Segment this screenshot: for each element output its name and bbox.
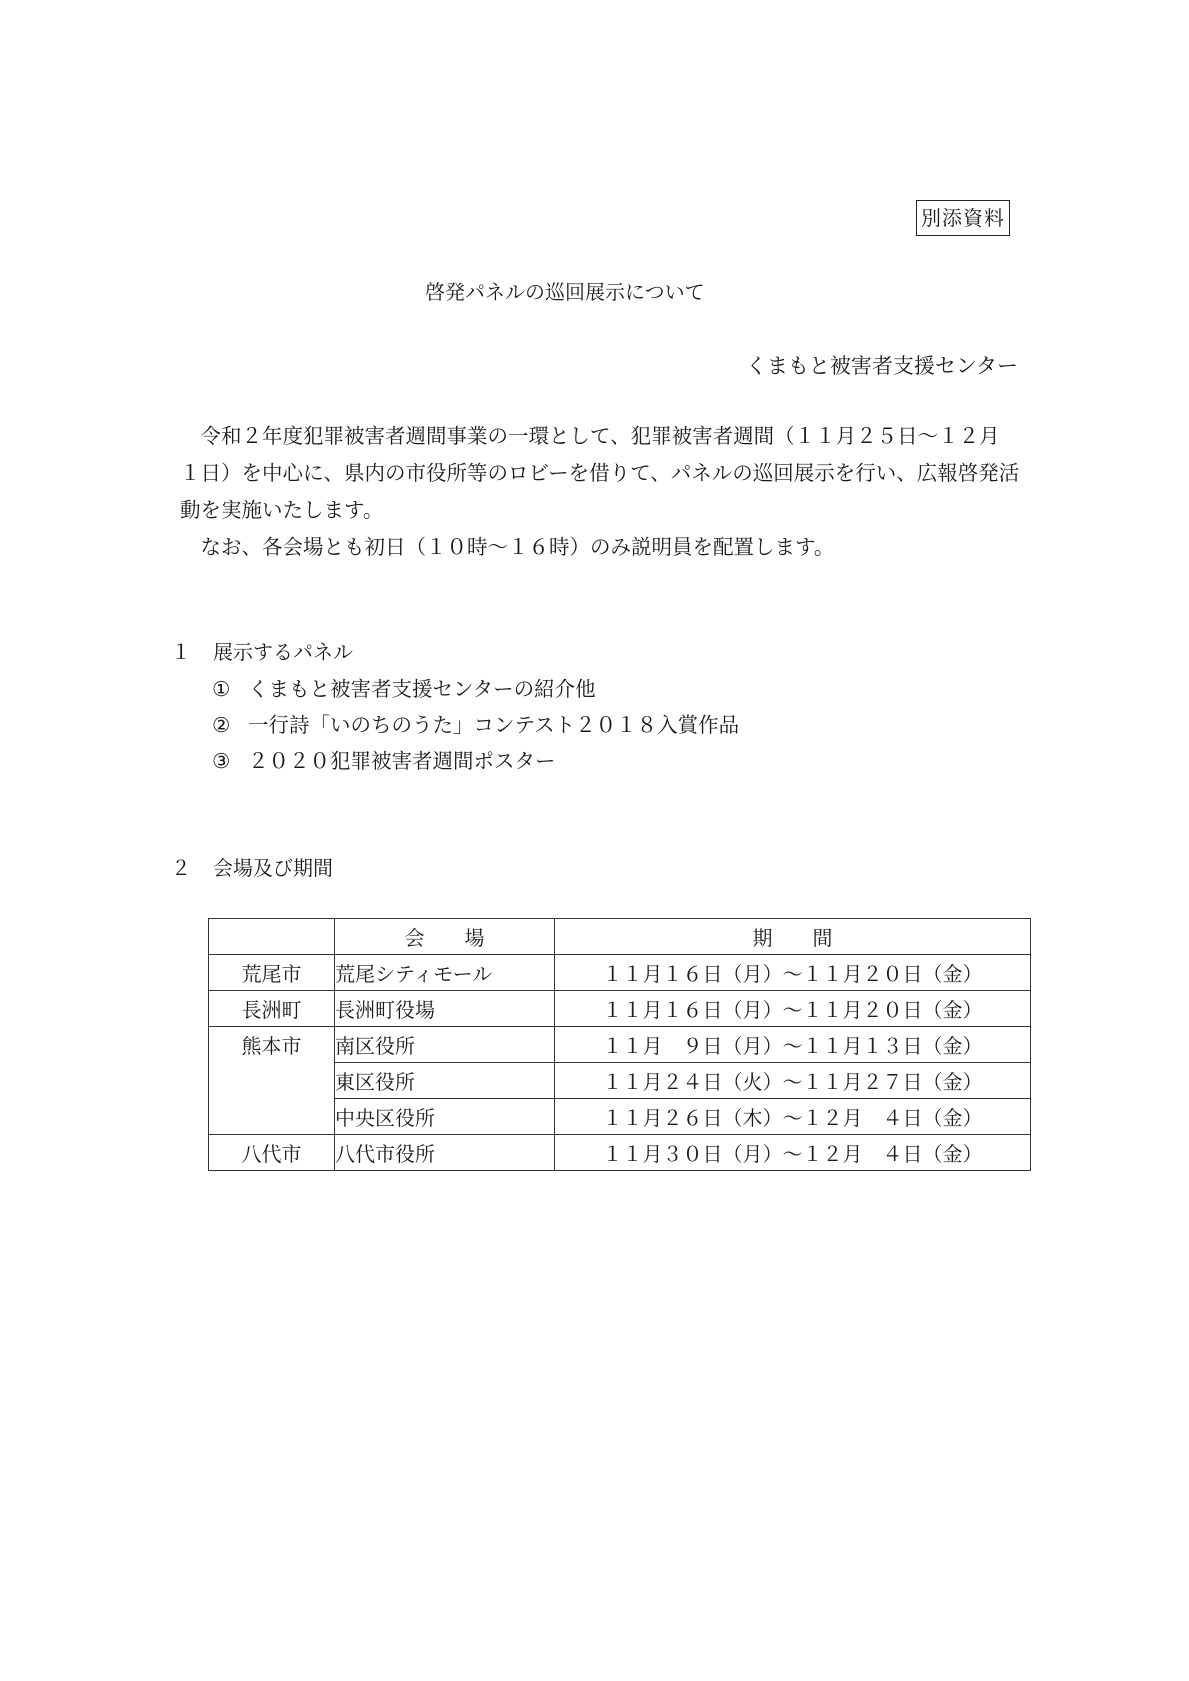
- table-row: [209, 1099, 1031, 1135]
- header-period: 期間: [555, 919, 1031, 955]
- section-1-heading: [171, 636, 353, 665]
- city-cell: [209, 1099, 335, 1135]
- header-city: [209, 919, 335, 955]
- table-row: [209, 1135, 1031, 1171]
- list-item: [212, 743, 739, 779]
- period-cell: １１月２６日（木）〜１２月 ４日（金）: [555, 1099, 1031, 1135]
- attachment-label: 別添資料: [916, 200, 1010, 236]
- venue-cell: 八代市役所: [335, 1135, 555, 1171]
- section-1-title: 展示するパネル: [213, 640, 353, 664]
- period-cell: １１月１６日（月）〜１１月２０日（金）: [555, 955, 1031, 991]
- document-title: 啓発パネルの巡回展示について: [425, 280, 705, 304]
- item-text: 一行詩「いのちのうた」コンテスト２０１８入賞作品: [248, 713, 740, 737]
- section-2-heading: [171, 852, 333, 881]
- item-text: くまもと被害者支援センターの紹介他: [248, 677, 596, 701]
- section-2-number: ２: [171, 856, 191, 880]
- list-item: [212, 707, 739, 743]
- item-marker: ①: [212, 677, 231, 701]
- city-cell: 八代市: [209, 1135, 335, 1171]
- city-cell: 荒尾市: [209, 955, 335, 991]
- city-cell: 長洲町: [209, 991, 335, 1027]
- body-text: [180, 418, 1020, 566]
- city-cell: 熊本市: [209, 1027, 335, 1063]
- venue-cell: 長洲町役場: [335, 991, 555, 1027]
- city-cell: [209, 1063, 335, 1099]
- venue-cell: 東区役所: [335, 1063, 555, 1099]
- item-text: ２０２０犯罪被害者週間ポスター: [248, 749, 556, 773]
- section-2-title: 会場及び期間: [213, 856, 333, 880]
- table-row: [209, 1027, 1031, 1063]
- table-row: [209, 991, 1031, 1027]
- schedule-table: [208, 918, 1031, 1171]
- section-1-number: １: [171, 640, 191, 664]
- period-cell: １１月３０日（月）〜１２月 ４日（金）: [555, 1135, 1031, 1171]
- note-paragraph: なお、各会場とも初日（１０時〜１６時）のみ説明員を配置します。: [200, 535, 835, 559]
- venue-cell: 荒尾シティモール: [335, 955, 555, 991]
- venue-cell: 南区役所: [335, 1027, 555, 1063]
- header-venue: 会場: [335, 919, 555, 955]
- panel-list: [212, 671, 739, 779]
- list-item: [212, 671, 739, 707]
- table-row: [209, 955, 1031, 991]
- author-organization: くまもと被害者支援センター: [745, 354, 1018, 378]
- item-marker: ②: [212, 713, 231, 737]
- table-header-row: [209, 919, 1031, 955]
- intro-paragraph: 令和２年度犯罪被害者週間事業の一環として、犯罪被害者週間（１１月２５日〜１２月１日）を中心に、県内の市役所等のロビーを借りて、パネルの巡回展示を行い、広報啓発活動を実施いたします。: [180, 424, 1020, 522]
- period-cell: １１月２４日（火）〜１１月２７日（金）: [555, 1063, 1031, 1099]
- period-cell: １１月１６日（月）〜１１月２０日（金）: [555, 991, 1031, 1027]
- period-cell: １１月 ９日（月）〜１１月１３日（金）: [555, 1027, 1031, 1063]
- item-marker: ③: [212, 749, 231, 773]
- table-row: [209, 1063, 1031, 1099]
- venue-cell: 中央区役所: [335, 1099, 555, 1135]
